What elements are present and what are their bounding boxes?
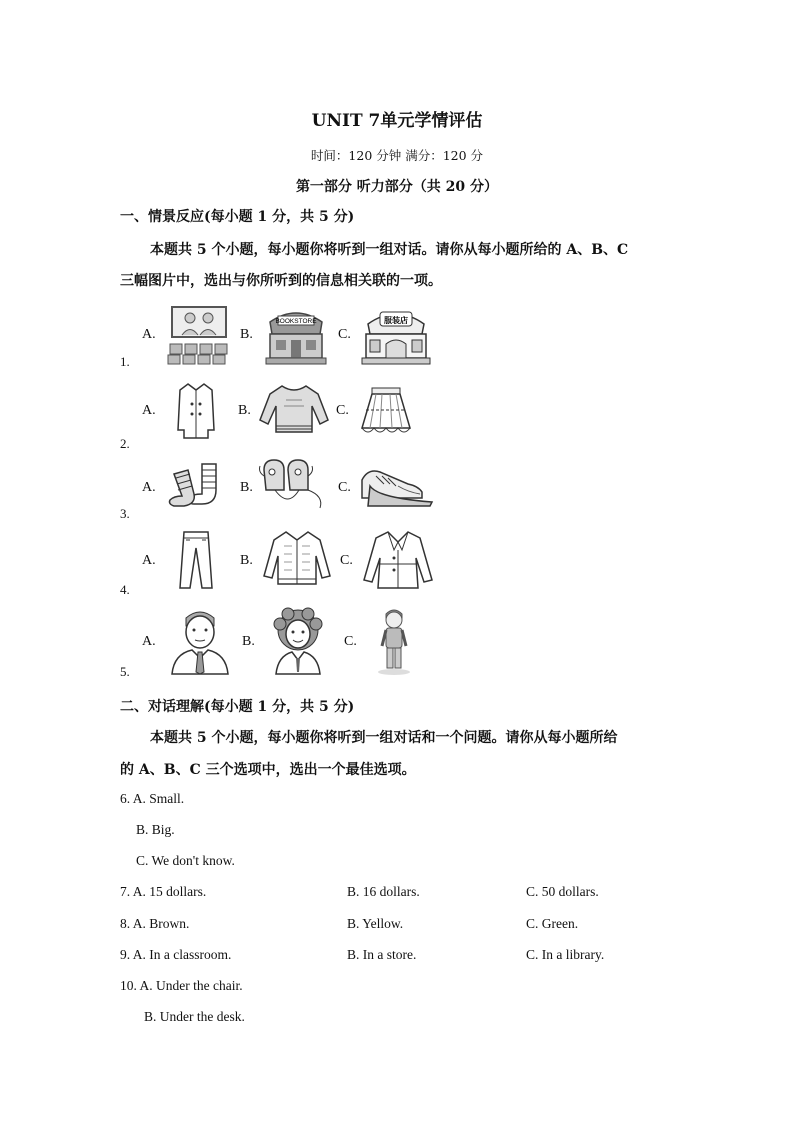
mittens-icon — [258, 456, 332, 512]
row3-option-a: A. — [142, 480, 156, 495]
row2-number: 2. — [120, 436, 130, 451]
trousers-icon — [176, 530, 216, 590]
row5-option-c: C. — [344, 634, 357, 649]
cardigan-icon — [262, 528, 332, 588]
row2-option-c: C. — [336, 403, 349, 418]
row4-option-b: B. — [240, 553, 253, 568]
row5-number: 5. — [120, 664, 130, 679]
clothes-store-sign: 服装店 — [384, 316, 408, 325]
coat-icon — [176, 380, 216, 442]
section1-instruction-line1: 本题共 5 个小题，每小题你将听到一组对话。请你从每小题所给的 A、B、C — [150, 242, 629, 258]
row3-option-c: C. — [338, 480, 351, 495]
row1-option-c: C. — [338, 327, 351, 342]
bookstore-sign: BOOKSTORE — [275, 318, 317, 325]
row2-option-b: B. — [238, 403, 251, 418]
row5-option-a: A. — [142, 634, 156, 649]
q7-option-b: B. 16 dollars. — [347, 884, 420, 899]
section2-instruction-line2: 的 A、B、C 三个选项中，选出一个最佳选项。 — [120, 762, 416, 778]
clothes-store-icon — [360, 302, 432, 366]
sneakers-icon — [358, 462, 434, 508]
q8-option-b: B. Yellow. — [347, 916, 404, 931]
row2-option-a: A. — [142, 403, 156, 418]
cinema-icon — [166, 304, 232, 366]
section2-heading: 二、对话理解(每小题 1 分，共 5 分) — [120, 699, 355, 715]
part-heading: 第一部分 听力部分（共 20 分） — [295, 179, 499, 195]
row1-option-b: B. — [240, 327, 253, 342]
row5-option-b: B. — [242, 634, 255, 649]
q9-option-b: B. In a store. — [347, 947, 417, 962]
section2-instruction-line1: 本题共 5 个小题，每小题你将听到一组对话和一个问题。请你从每小题所给 — [150, 730, 618, 746]
q8-option-a: 8. A. Brown. — [120, 916, 190, 931]
row4-option-a: A. — [142, 553, 156, 568]
q6-option-a: 6. A. Small. — [120, 791, 185, 806]
row3-option-b: B. — [240, 480, 253, 495]
q6-option-c: C. We don't know. — [136, 853, 235, 868]
q6-option-b: B. Big. — [136, 822, 175, 837]
q7-option-a: 7. A. 15 dollars. — [120, 884, 207, 899]
socks-icon — [166, 460, 228, 508]
q7-option-c: C. 50 dollars. — [526, 884, 599, 899]
q8-option-c: C. Green. — [526, 916, 579, 931]
row1-option-a: A. — [142, 327, 156, 342]
boy-icon — [376, 606, 412, 676]
q9-option-c: C. In a library. — [526, 947, 605, 962]
row3-number: 3. — [120, 506, 130, 521]
section1-heading: 一、情景反应(每小题 1 分，共 5 分) — [120, 209, 355, 225]
row4-number: 4. — [120, 582, 130, 597]
q9-option-a: 9. A. In a classroom. — [120, 947, 232, 962]
q10-option-b: B. Under the desk. — [144, 1009, 245, 1024]
woman-icon — [268, 606, 328, 676]
q10-option-a: 10. A. Under the chair. — [120, 978, 243, 993]
exam-info: 时间：120 分钟 满分：120 分 — [310, 148, 484, 163]
row1-number: 1. — [120, 354, 130, 369]
jacket-icon — [362, 528, 434, 590]
section1-instruction-line2: 三幅图片中，选出与你所听到的信息相关联的一项。 — [120, 273, 442, 289]
man-icon — [170, 606, 230, 676]
row4-option-c: C. — [340, 553, 353, 568]
bookstore-icon — [264, 302, 328, 366]
skirt-icon — [358, 384, 414, 438]
sweater-icon — [258, 380, 330, 440]
page-title: UNIT 7单元学情评估 — [311, 111, 483, 131]
